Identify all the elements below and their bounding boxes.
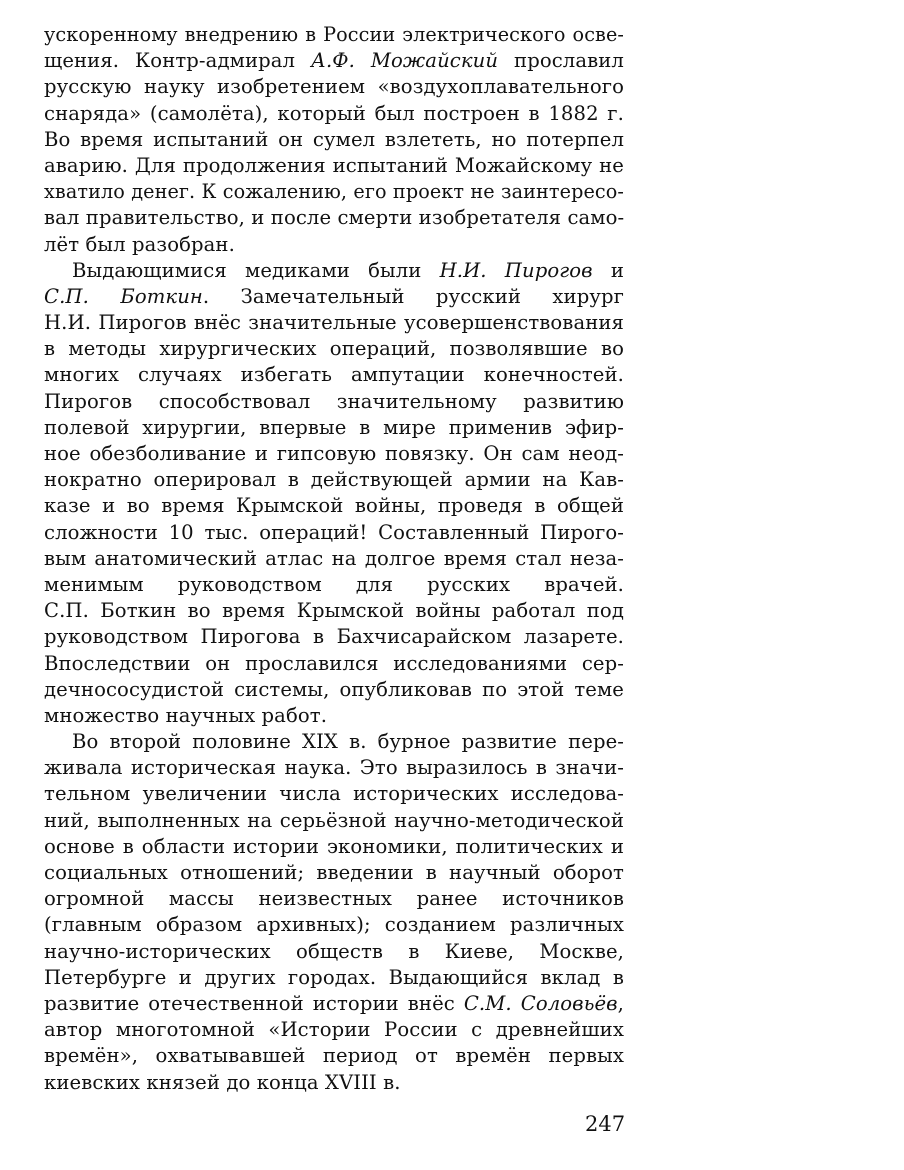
text-line: [44, 48, 624, 74]
text-line: [44, 336, 624, 362]
paragraph: [44, 729, 624, 1096]
text-line: [44, 912, 624, 938]
text-line: [44, 1043, 624, 1069]
text-segment: развитие отечественной истории внёс: [44, 991, 464, 1015]
text-line: [44, 546, 624, 572]
text-segment: казе и во время Крымской войны, проведя в общей: [44, 494, 624, 518]
paragraph: [44, 258, 624, 729]
text-segment: тельном увеличении числа исторических исследова-: [44, 782, 624, 806]
text-segment: Н.И. Пирогов внёс значительные усовершенствования: [44, 311, 624, 335]
text-line: [44, 284, 624, 310]
text-segment: ний, выполненных на серьёзной научно-методической: [44, 808, 624, 832]
italic-name: А.Ф. Можайский: [311, 49, 499, 73]
text-segment: Петербурге и других городах. Выдающийся вклад в: [44, 965, 624, 989]
text-line: [44, 1017, 624, 1043]
text-segment: ускоренному внедрению в России электрического осве-: [44, 23, 624, 46]
text-segment: дечнососудистой системы, опубликовав по этой теме: [44, 677, 624, 701]
text-line: [44, 729, 624, 755]
text-segment: полевой хирургии, впервые в мире применив эфир-: [44, 415, 624, 439]
text-line: [44, 153, 624, 179]
text-segment: менимым руководством для русских врачей.: [44, 572, 624, 596]
text-segment: С.П. Боткин во время Крымской войны работал под: [44, 599, 624, 623]
text-line: [44, 467, 624, 493]
text-line: [44, 886, 624, 912]
text-segment: киевских князей до конца XVIII в.: [44, 1070, 401, 1094]
italic-name: Н.И. Пирогов: [439, 258, 593, 282]
text-segment: Во второй половине XIX в. бурное развитие пере-: [72, 730, 624, 754]
text-line: [44, 572, 624, 598]
text-line: [44, 415, 624, 441]
text-segment: сложности 10 тыс. операций! Составленный Пирого-: [44, 520, 624, 544]
text-line: [44, 127, 624, 153]
italic-name: С.М. Соловьёв: [463, 991, 618, 1015]
text-segment: . Замечательный русский хирург: [202, 284, 624, 308]
text-segment: (главным образом архивных); созданием различных: [44, 913, 624, 937]
text-segment: множество научных работ.: [44, 703, 328, 727]
page-number: 247: [585, 1112, 626, 1136]
text-line: [44, 624, 624, 650]
text-segment: и: [592, 258, 625, 282]
text-line: [44, 310, 624, 336]
text-segment: научно-исторических обществ в Киеве, Москве,: [44, 939, 624, 963]
text-line: [44, 362, 624, 388]
text-segment: Выдающимися медиками были: [72, 258, 440, 282]
page-text: [44, 22, 624, 1142]
text-segment: щения. Контр-адмирал: [44, 49, 311, 73]
text-line: [44, 493, 624, 519]
text-line: [44, 834, 624, 860]
text-line: [44, 651, 624, 677]
text-line: [44, 205, 624, 231]
text-segment: в методы хирургических операций, позволявшие во: [44, 337, 624, 361]
text-segment: Во время испытаний он сумел взлететь, но потерпел: [44, 127, 624, 151]
text-segment: времён», охватывавшей период от времён первых: [44, 1044, 624, 1068]
text-segment: русскую науку изобретением «воздухоплавательного: [44, 75, 624, 99]
text-line: [44, 991, 624, 1017]
text-line: [44, 179, 624, 205]
text-line: [44, 441, 624, 467]
text-line: [44, 258, 624, 284]
text-line: [44, 860, 624, 886]
text-segment: основе в области истории экономики, политических и: [44, 834, 624, 858]
text-segment: многих случаях избегать ампутации конечностей.: [44, 363, 624, 387]
text-segment: ное обезболивание и гипсовую повязку. Он сам неод-: [44, 442, 624, 465]
text-segment: лёт был разобран.: [44, 232, 235, 256]
text-line: [44, 74, 624, 100]
text-line: [44, 808, 624, 834]
paragraph: [44, 22, 624, 258]
text-segment: хватило денег. К сожалению, его проект не заинтересо-: [44, 180, 624, 204]
text-line: [44, 22, 624, 48]
text-line: [44, 939, 624, 965]
text-line: [44, 101, 624, 127]
text-segment: Впоследствии он прославился исследованиями сер-: [44, 651, 624, 675]
italic-name: С.П. Боткин: [44, 284, 203, 308]
text-segment: огромной массы неизвестных ранее источников: [44, 887, 624, 911]
text-segment: руководством Пирогова в Бахчисарайском лазарете.: [44, 625, 624, 649]
text-segment: прославил: [498, 49, 624, 73]
text-line: [44, 1070, 624, 1096]
text-segment: автор многотомной «Истории России с древнейших: [44, 1018, 624, 1042]
text-segment: живала историческая наука. Это выразилось в значи-: [44, 756, 624, 780]
text-line: [44, 598, 624, 624]
text-segment: нократно оперировал в действующей армии на Кав-: [44, 468, 624, 492]
text-line: [44, 781, 624, 807]
text-segment: ,: [617, 991, 624, 1015]
text-segment: аварию. Для продолжения испытаний Можайскому не: [44, 153, 624, 177]
text-segment: вал правительство, и после смерти изобретателя само-: [44, 206, 625, 230]
text-segment: снаряда» (самолёта), который был построен в 1882 г.: [44, 101, 624, 125]
text-line: [44, 703, 624, 729]
text-segment: социальных отношений; введении в научный оборот: [44, 861, 624, 884]
text-line: [44, 965, 624, 991]
text-segment: вым анатомический атлас на долгое время стал неза-: [44, 546, 624, 570]
text-line: [44, 677, 624, 703]
text-line: [44, 755, 624, 781]
text-segment: Пирогов способствовал значительному развитию: [44, 389, 624, 413]
text-line: [44, 389, 624, 415]
text-line: [44, 520, 624, 546]
text-line: [44, 232, 624, 258]
